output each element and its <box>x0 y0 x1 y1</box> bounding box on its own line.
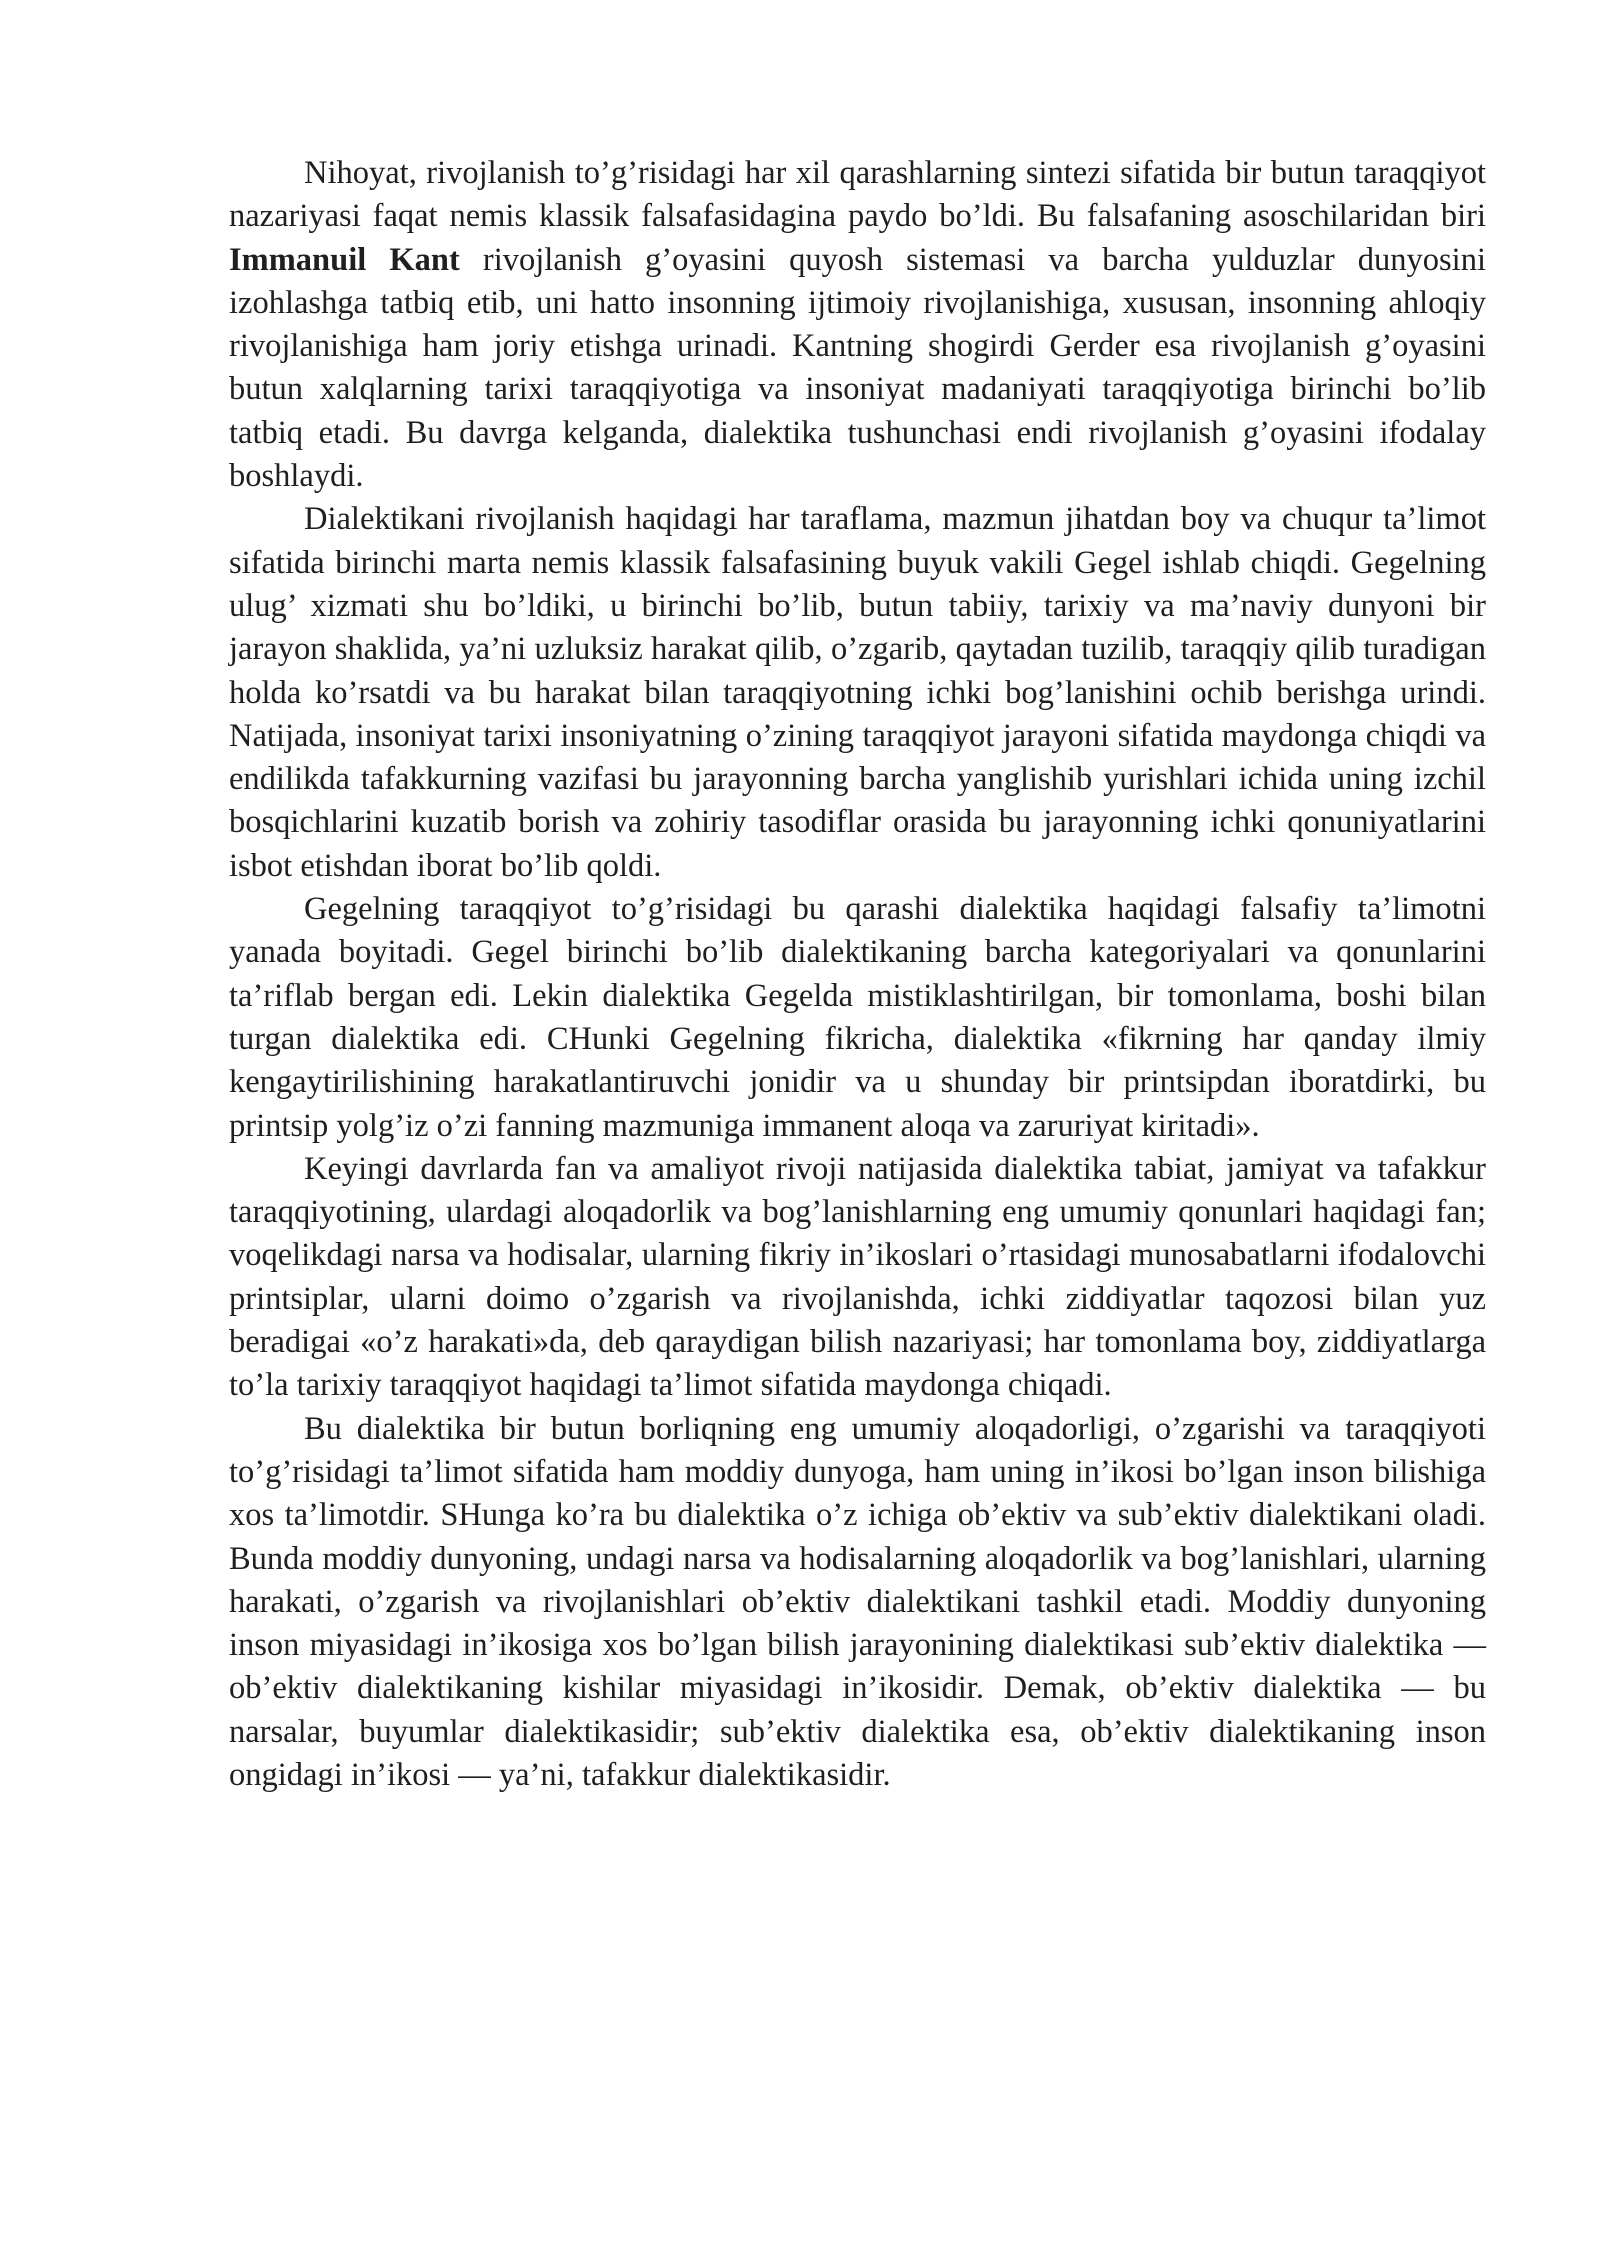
paragraph-1 <box>229 152 1486 498</box>
paragraph-5: Bu dialektika bir butun borliqning eng umumiy aloqadorligi, o’zgarishi va taraqqiyoti to’g’risidagi ta’limot sifatida ham moddiy dunyoga, ham uning in’ikosi bo’lgan inson bilishiga xos ta’limotdir. SHunga ko’ra bu dialektika o’z ichiga ob’ektiv va sub’ektiv dialektikani oladi. Bunda moddiy dunyoning, undagi narsa va hodisalarning aloqadorlik va bog’lanishlari, ularning harakati, o’zgarish va rivojlanishlari ob’ektiv dialektikani tashkil etadi. Moddiy dunyoning inson miyasidagi in’ikosiga xos bo’lgan bilish jarayonining dialektikasi sub’ektiv dialektika — ob’ektiv dialektikaning kishilar miyasidagi in’ikosidir. Demak, ob’ektiv dialektika — bu narsalar, buyumlar dialektikasidir; sub’ektiv dialektika esa, ob’ektiv dialektikaning inson ongidagi in’ikosi — ya’ni, tafakkur dialektikasidir. <box>229 1410 1486 1793</box>
paragraph-3: Gegelning taraqqiyot to’g’risidagi bu qarashi dialektika haqidagi falsafiy ta’limotni yanada boyitadi. Gegel birinchi bo’lib dialektikaning barcha kategoriyalari va qonunlarini ta’riflab bergan edi. Lekin dialektika Gegelda mistiklashtirilgan, bir tomonlama, boshi bilan turgan dialektika edi. CHunki Gegelning fikricha, dialektika «fikrning har qanday ilmiy kengaytirilishining harakatlantiruvchi jonidir va u shunday bir printsipdan iboratdirki, bu printsip yolg’iz o’zi fanning mazmuniga immanent aloqa va zaruriyat kiritadi». <box>229 891 1486 1144</box>
paragraph-1-text-after: rivojlanish g’oyasini quyosh sistemasi va barcha yulduzlar dunyosini izohlashga tatbiq etib, uni hatto insonning ijtimoiy rivojlanishiga, xususan, insonning ahloqiy rivojlanishiga ham joriy etishga urinadi. Kantning shogirdi Gerder esa rivojlanish g’oyasini butun xalqlarning tarixi taraqqiyotiga va insoniyat madaniyati taraqqiyotiga birinchi bo’lib tatbiq etadi. Bu davrga kelganda, dialektika tushunchasi endi rivojlanish g’oyasini ifodalay boshlaydi. <box>229 241 1486 495</box>
body-text <box>229 152 1486 1797</box>
paragraph-1-text-before: Nihoyat, rivojlanish to’g’risidagi har xil qarashlarning sintezi sifatida bir butun taraqqiyot nazariyasi faqat nemis klassik falsafasidagina paydo bo’ldi. Bu falsafaning asoschilaridan biri <box>229 155 1486 235</box>
author-name-kant: Immanuil Kant <box>229 241 460 278</box>
paragraph-4: Keyingi davrlarda fan va amaliyot rivoji natijasida dialektika tabiat, jamiyat va tafakkur taraqqiyotining, ulardagi aloqadorlik va bog’lanishlarning eng umumiy qonunlari haqidagi fan; voqelikdagi narsa va hodisalar, ularning fikriy in’ikoslari o’rtasidagi munosabatlarni ifodalovchi printsiplar, ularni doimo o’zgarish va rivojlanishda, ichki ziddiyatlar taqozosi bilan yuz beradigai «o’z harakati»da, deb qaraydigan bilish nazariyasi; har tomonlama boy, ziddiyatlarga to’la tarixiy taraqqiyot haqidagi ta’limot sifatida maydonga chiqadi. <box>229 1150 1486 1404</box>
paragraph-2: Dialektikani rivojlanish haqidagi har taraflama, mazmun jihatdan boy va chuqur ta’limot sifatida birinchi marta nemis klassik falsafasining buyuk vakili Gegel ishlab chiqdi. Gegelning ulug’ xizmati shu bo’ldiki, u birinchi bo’lib, butun tabiiy, tarixiy va ma’naviy dunyoni bir jarayon shaklida, ya’ni uzluksiz harakat qilib, o’zgarib, qaytadan tuzilib, taraqqiy qilib turadigan holda ko’rsatdi va bu harakat bilan taraqqiyotning ichki bog’lanishini ochib berishga urindi. Natijada, insoniyat tarixi insoniyatning o’zining taraqqiyot jarayoni sifatida maydonga chiqdi va endilikda tafakkurning vazifasi bu jarayonning barcha yanglishib yurishlari ichida uning izchil bosqichlarini kuzatib borish va zohiriy tasodiflar orasida bu jarayonning ichki qonuniyatlarini isbot etishdan iborat bo’lib qoldi. <box>229 501 1486 884</box>
